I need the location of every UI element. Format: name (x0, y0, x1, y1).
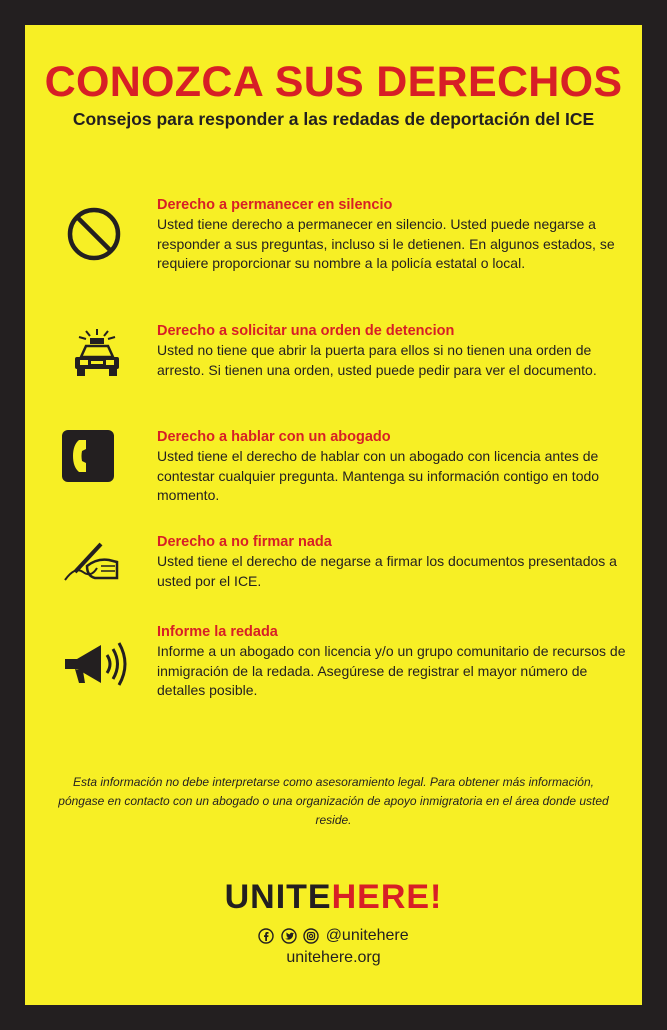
legal-disclaimer: Esta información no debe interpretarse como asesoramiento legal. Para obtener más información, póngase en contacto con un abogado o una organización de apoyo inmigratoria en el área donde usted reside. (58, 775, 609, 827)
right-body: Usted tiene derecho a permanecer en silencio. Usted puede negarse a responder a sus preguntas, incluso si le detienen. En algunos estados, se requiere proporcionar su nombre a la policía estatal o local. (157, 216, 615, 271)
right-warrant (157, 322, 627, 380)
unitehere-logo (25, 877, 642, 917)
instagram-icon[interactable] (303, 928, 319, 944)
right-heading: Derecho a permanecer en silencio (157, 197, 393, 213)
right-body: Usted tiene el derecho de negarse a firmar los documentos presentados a usted por el ICE. (157, 553, 617, 589)
social-handle[interactable]: @unitehere (325, 927, 409, 944)
right-body: Usted no tiene que abrir la puerta para ellos si no tienen una orden de arresto. Si tienen una orden, usted puede pedir para ver el documento. (157, 342, 597, 378)
phone-icon (62, 430, 114, 482)
facebook-icon[interactable] (258, 928, 274, 944)
logo-unite: UNITE (224, 878, 332, 916)
right-heading: Derecho a hablar con un abogado (157, 429, 391, 445)
right-heading: Derecho a solicitar una orden de detencion (157, 323, 455, 339)
twitter-icon[interactable] (281, 928, 297, 944)
right-body: Informe a un abogado con licencia y/o un grupo comunitario de recursos de inmigración de la redada. Asegúrese de registrar el mayor número de detalles posible. (157, 643, 626, 698)
no-symbol-icon (65, 205, 123, 263)
right-report (157, 623, 627, 701)
website-link[interactable]: unitehere.org (286, 949, 381, 966)
logo-here: HERE! (331, 878, 443, 916)
right-no-sign (157, 533, 627, 591)
page-title: CONOZCA SUS DERECHOS (44, 58, 623, 106)
police-car-icon (69, 327, 125, 379)
megaphone-icon (61, 637, 129, 693)
signing-hand-icon (61, 540, 121, 584)
social-row (25, 925, 642, 947)
poster (25, 25, 642, 1005)
right-lawyer (157, 428, 627, 506)
page-subtitle: Consejos para responder a las redadas de deportación del ICE (72, 109, 595, 129)
right-heading: Derecho a no firmar nada (157, 534, 332, 550)
right-body: Usted tiene el derecho de hablar con un abogado con licencia antes de contestar cualquier pregunta. Mantenga su información contigo en todo momento. (157, 448, 600, 503)
right-silence (157, 196, 627, 274)
right-heading: Informe la redada (157, 624, 278, 640)
